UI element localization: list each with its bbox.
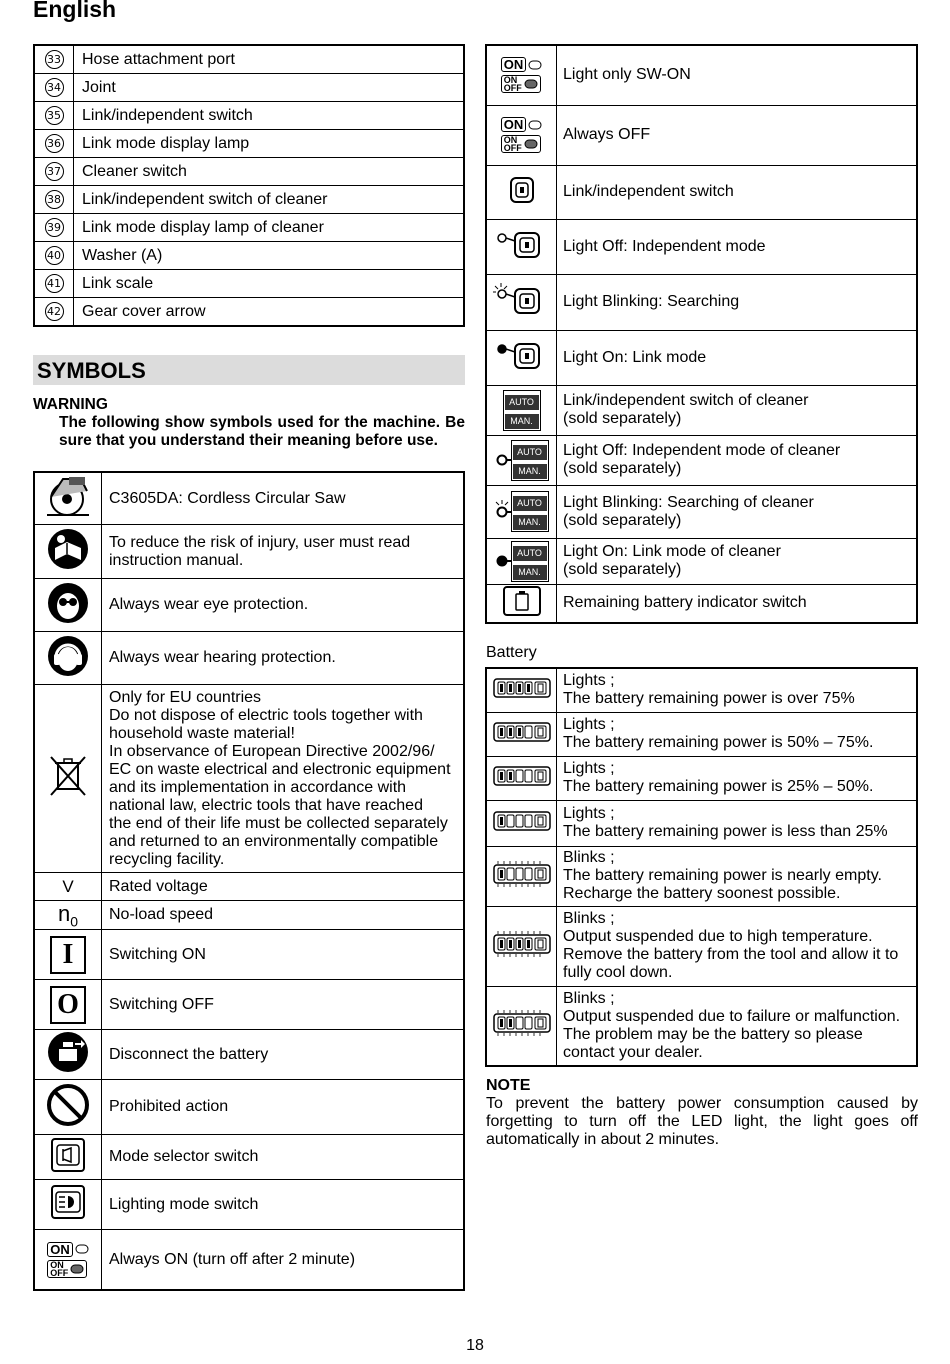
auto-man-icon: AUTO MAN. — [486, 385, 557, 435]
battery-text: Lights ; The battery remaining power is over 75% — [563, 672, 855, 708]
page-number: 18 — [466, 1337, 484, 1354]
note-block — [486, 1077, 918, 1149]
on-onoff-icon: ON ON OFF — [486, 45, 557, 105]
battery-3-bars-icon — [486, 712, 557, 756]
mode-symbol-description — [557, 165, 918, 219]
symbol-row — [34, 980, 464, 1030]
battery-blink-all-icon — [486, 906, 557, 986]
mode-symbol-description — [557, 45, 918, 105]
lamp-on-icon — [486, 330, 557, 385]
mode-symbol-description — [557, 105, 918, 165]
mode-symbol-text: Light Off: Independent mode — [563, 237, 766, 255]
lighting-mode-icon — [34, 1180, 102, 1230]
symbols-heading: SYMBOLS — [33, 355, 465, 385]
symbol-description — [102, 685, 465, 873]
symbol-text: To reduce the risk of injury, user must read instruction manual. — [109, 533, 411, 569]
language-heading: English — [33, 0, 117, 22]
battery-description — [557, 986, 918, 1066]
symbol-description — [102, 873, 465, 901]
part-number — [34, 298, 74, 327]
battery-blink-1-icon — [486, 846, 557, 906]
symbol-description — [102, 525, 465, 579]
symbol-row — [34, 632, 464, 685]
battery-1-bar-icon — [486, 800, 557, 846]
mode-symbol-text: Light Blinking: Searching — [563, 293, 740, 310]
warning-block — [33, 396, 465, 450]
battery-label: Battery — [486, 644, 537, 661]
battery-description — [557, 712, 918, 756]
battery-text: Lights ; The battery remaining power is 50% – 75%. — [563, 716, 874, 751]
no-load-speed-symbol: $n_0$ — [34, 901, 102, 930]
mode-symbol-row — [486, 105, 917, 165]
battery-text: Blinks ; The battery remaining power is nearly empty. Recharge the battery soonest possible. — [563, 849, 882, 902]
part-label: Washer (A) — [74, 242, 465, 270]
part-number-badge: 42 — [45, 302, 64, 321]
part-label: Joint — [74, 74, 465, 102]
mode-symbol-description — [557, 274, 918, 330]
link-switch-icon — [486, 165, 557, 219]
part-number — [34, 270, 74, 298]
symbol-text: Always ON (turn off after 2 minute) — [109, 1250, 356, 1268]
battery-text: Lights ; The battery remaining power is less than 25% — [563, 805, 888, 840]
symbol-description — [102, 472, 465, 525]
battery-row — [486, 712, 917, 756]
mode-symbol-row — [486, 584, 917, 623]
part-number — [34, 130, 74, 158]
mode-symbol-row — [486, 45, 917, 105]
prohibited-icon — [34, 1080, 102, 1135]
symbol-description — [102, 1180, 465, 1230]
battery-text: Blinks ; Output suspended due to failure or malfunction. The problem may be the battery so please contact your dealer. — [563, 989, 901, 1061]
part-number — [34, 74, 74, 102]
mode-symbol-text: Light On: Link mode of cleaner (sold separately) — [563, 543, 781, 578]
auto-man-lamp-off-icon: AUTO MAN. — [486, 435, 557, 485]
switch-off-icon: O — [34, 980, 102, 1030]
symbol-row — [34, 685, 464, 873]
part-number — [34, 45, 74, 74]
symbol-text: Always wear hearing protection. — [109, 649, 336, 666]
parts-row — [34, 270, 464, 298]
mode-symbol-row — [486, 330, 917, 385]
battery-row — [486, 800, 917, 846]
part-label: Link scale — [74, 270, 465, 298]
mode-selector-icon — [34, 1135, 102, 1180]
symbol-row — [34, 472, 464, 525]
mode-symbol-description — [557, 538, 918, 584]
auto-man-lamp-on-icon: AUTO MAN. — [486, 538, 557, 584]
part-number — [34, 158, 74, 186]
battery-description — [557, 906, 918, 986]
mode-symbol-row — [486, 219, 917, 274]
note-text: To prevent the battery power consumption caused by forgetting to turn off the LED light, the light goes off automatically in about 2 minutes. — [486, 1095, 918, 1148]
eye-protection-icon — [34, 579, 102, 632]
circular-saw-icon — [34, 472, 102, 525]
parts-row — [34, 74, 464, 102]
hearing-protection-icon — [34, 632, 102, 685]
symbol-description — [102, 1230, 465, 1290]
parts-row — [34, 214, 464, 242]
symbol-description — [102, 980, 465, 1030]
mode-symbol-row — [486, 165, 917, 219]
battery-row — [486, 986, 917, 1066]
mode-symbol-text: Light On: Link mode — [563, 348, 707, 366]
mode-symbol-description — [557, 219, 918, 274]
battery-text: Lights ; The battery remaining power is 25% – 50%. — [563, 760, 874, 795]
part-label: Link mode display lamp — [74, 130, 465, 158]
part-number — [34, 102, 74, 130]
mode-symbol-row — [486, 274, 917, 330]
mode-symbol-text: Always OFF — [563, 126, 651, 143]
battery-blink-alt-icon — [486, 986, 557, 1066]
symbol-text: Disconnect the battery — [109, 1045, 269, 1063]
symbol-description — [102, 1135, 465, 1180]
battery-description — [557, 846, 918, 906]
part-label: Cleaner switch — [74, 158, 465, 186]
battery-4-bars-icon — [486, 668, 557, 712]
symbol-text: No-load speed — [109, 906, 214, 924]
mode-symbol-text: Light Off: Independent mode of cleaner (sold separately) — [563, 442, 841, 477]
symbol-text: Rated voltage — [109, 877, 208, 895]
parts-row — [34, 158, 464, 186]
lamp-off-icon — [486, 219, 557, 274]
battery-row — [486, 668, 917, 712]
part-label: Link/independent switch — [74, 102, 465, 130]
part-number-badge: 34 — [45, 78, 64, 97]
part-number — [34, 214, 74, 242]
battery-row — [486, 846, 917, 906]
symbol-row — [34, 1030, 464, 1080]
mode-symbol-description — [557, 435, 918, 485]
symbol-row — [34, 901, 464, 930]
switch-on-icon: I — [34, 930, 102, 980]
battery-description — [557, 668, 918, 712]
symbol-row — [34, 1080, 464, 1135]
symbol-description — [102, 632, 465, 685]
disconnect-battery-icon — [34, 1030, 102, 1080]
mode-symbol-text: Remaining battery indicator switch — [563, 594, 807, 612]
part-label: Hose attachment port — [74, 45, 465, 74]
warning-text: The following show symbols used for the machine. Be sure that you understand their meaning before use. — [59, 414, 465, 449]
part-number-badge: 41 — [45, 274, 64, 293]
mode-symbol-description — [557, 330, 918, 385]
symbol-row — [34, 525, 464, 579]
mode-symbol-text: Light Blinking: Searching of cleaner (sold separately) — [563, 493, 814, 529]
symbol-text: Always wear eye protection. — [109, 596, 309, 613]
parts-row — [34, 242, 464, 270]
mode-symbol-row — [486, 435, 917, 485]
symbol-text: Switching ON — [109, 945, 206, 963]
auto-man-lamp-blink-icon: AUTO MAN. — [486, 485, 557, 538]
symbol-text: Only for EU countries Do not dispose of electric tools together with household waste material! In observance of European Directive 2002/96/ EC on waste electrical and electronic equipment and its implementation in accordance with national law, electric tools that have reached the end of their life must be collected separately and returned to an environmentally compatible recycling facility. — [109, 688, 451, 868]
lamp-blink-icon — [486, 274, 557, 330]
part-number-badge: 35 — [45, 106, 64, 125]
part-number-badge: 38 — [45, 190, 64, 209]
parts-row — [34, 45, 464, 74]
voltage-symbol: V — [34, 873, 102, 901]
mode-symbol-text: Link/independent switch — [563, 183, 734, 200]
symbol-text: Switching OFF — [109, 995, 214, 1013]
symbol-row — [34, 873, 464, 901]
part-number-badge: 36 — [45, 134, 64, 153]
battery-row — [486, 906, 917, 986]
battery-text: Blinks ; Output suspended due to high temperature. Remove the battery from the tool and allow it to fully cool down. — [563, 910, 899, 981]
parts-row — [34, 102, 464, 130]
note-title: NOTE — [486, 1077, 531, 1094]
mode-symbol-row — [486, 538, 917, 584]
on-onoff-icon: ON ON OFF — [486, 105, 557, 165]
battery-description — [557, 756, 918, 800]
mode-symbol-text: Light only SW-ON — [563, 66, 691, 84]
symbol-row — [34, 1180, 464, 1230]
mode-symbol-row — [486, 485, 917, 538]
warning-title: WARNING — [33, 396, 108, 413]
on-onoff-icon: ON ON OFF — [34, 1230, 102, 1290]
part-number-badge: 37 — [45, 162, 64, 181]
symbol-text: Lighting mode switch — [109, 1195, 259, 1213]
part-label: Gear cover arrow — [74, 298, 465, 327]
part-number — [34, 186, 74, 214]
mode-symbol-text: Link/independent switch of cleaner (sold separately) — [563, 392, 809, 427]
part-number-badge: 33 — [45, 50, 64, 69]
symbol-row — [34, 579, 464, 632]
symbol-row — [34, 930, 464, 980]
parts-row — [34, 130, 464, 158]
symbol-text: Mode selector switch — [109, 1148, 259, 1166]
part-number — [34, 242, 74, 270]
symbol-description — [102, 901, 465, 930]
part-number-badge: 39 — [45, 218, 64, 237]
battery-row — [486, 756, 917, 800]
symbol-description — [102, 1030, 465, 1080]
mode-symbol-row — [486, 385, 917, 435]
symbol-text: Prohibited action — [109, 1098, 229, 1116]
mode-symbol-description — [557, 385, 918, 435]
battery-indicator-icon — [486, 584, 557, 623]
part-label: Link/independent switch of cleaner — [74, 186, 465, 214]
crossed-bin-icon — [34, 685, 102, 873]
symbol-row — [34, 1135, 464, 1180]
mode-symbol-description — [557, 485, 918, 538]
battery-2-bars-icon — [486, 756, 557, 800]
mode-symbols-table — [485, 44, 918, 624]
part-label: Link mode display lamp of cleaner — [74, 214, 465, 242]
read-manual-icon — [34, 525, 102, 579]
mode-symbol-description — [557, 584, 918, 623]
parts-row — [34, 186, 464, 214]
parts-list — [33, 44, 465, 327]
battery-description — [557, 800, 918, 846]
symbol-description — [102, 579, 465, 632]
parts-row — [34, 298, 464, 327]
symbol-description — [102, 930, 465, 980]
battery-table — [485, 667, 918, 1067]
symbols-table — [33, 471, 465, 1291]
symbol-text: C3605DA: Cordless Circular Saw — [109, 489, 346, 507]
symbol-row — [34, 1230, 464, 1290]
symbol-description — [102, 1080, 465, 1135]
part-number-badge: 40 — [45, 246, 64, 265]
